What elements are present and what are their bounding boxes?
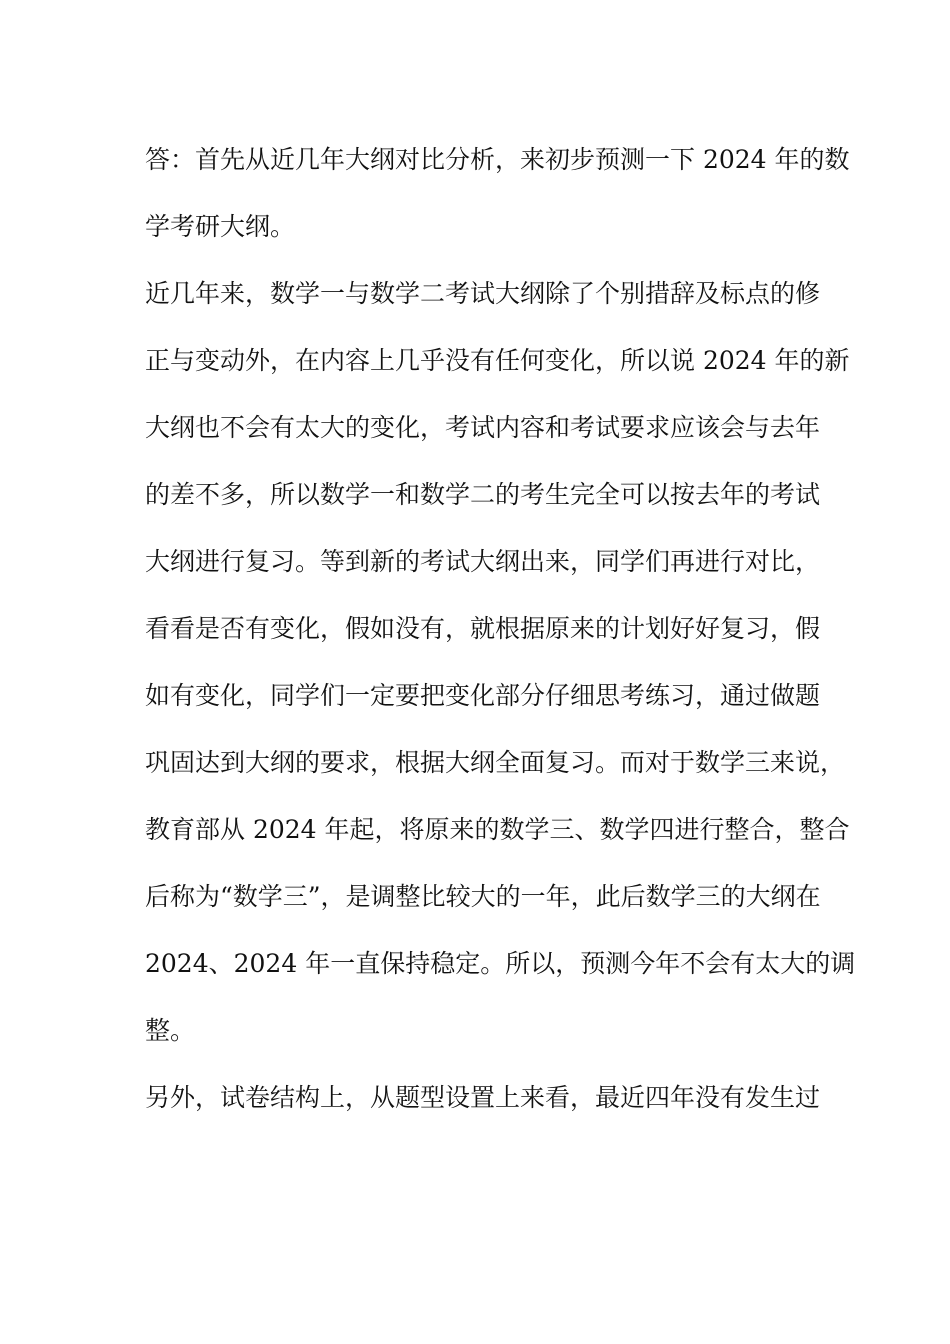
text-line: 近几年来，数学一与数学二考试大纲除了个别措辞及标点的修	[145, 279, 821, 308]
text-line: 教育部从 2024 年起，将原来的数学三、数学四进行整合，整合	[145, 815, 850, 844]
text-line: 另外，试卷结构上，从题型设置上来看，最近四年没有发生过	[145, 1083, 821, 1112]
text-line: 巩固达到大纲的要求，根据大纲全面复习。而对于数学三来说，	[145, 748, 846, 777]
text-line: 整。	[145, 1016, 196, 1045]
text-line: 看看是否有变化，假如没有，就根据原来的计划好好复习，假	[145, 614, 821, 643]
text-line: 后称为“数学三”，是调整比较大的一年，此后数学三的大纲在	[145, 882, 821, 911]
text-line: 大纲进行复习。等到新的考试大纲出来，同学们再进行对比，	[145, 547, 821, 576]
text-line: 正与变动外，在内容上几乎没有任何变化，所以说 2024 年的新	[145, 346, 850, 375]
text-line: 学考研大纲。	[145, 212, 296, 241]
text-line: 如有变化，同学们一定要把变化部分仔细思考练习，通过做题	[145, 681, 821, 710]
text-line: 2024、2024 年一直保持稳定。所以，预测今年不会有太大的调	[145, 949, 856, 978]
text-line: 答：首先从近几年大纲对比分析，来初步预测一下 2024 年的数	[145, 145, 850, 174]
document-body	[145, 126, 856, 1131]
text-line: 大纲也不会有太大的变化，考试内容和考试要求应该会与去年	[145, 413, 821, 442]
text-line: 的差不多，所以数学一和数学二的考生完全可以按去年的考试	[145, 480, 821, 509]
